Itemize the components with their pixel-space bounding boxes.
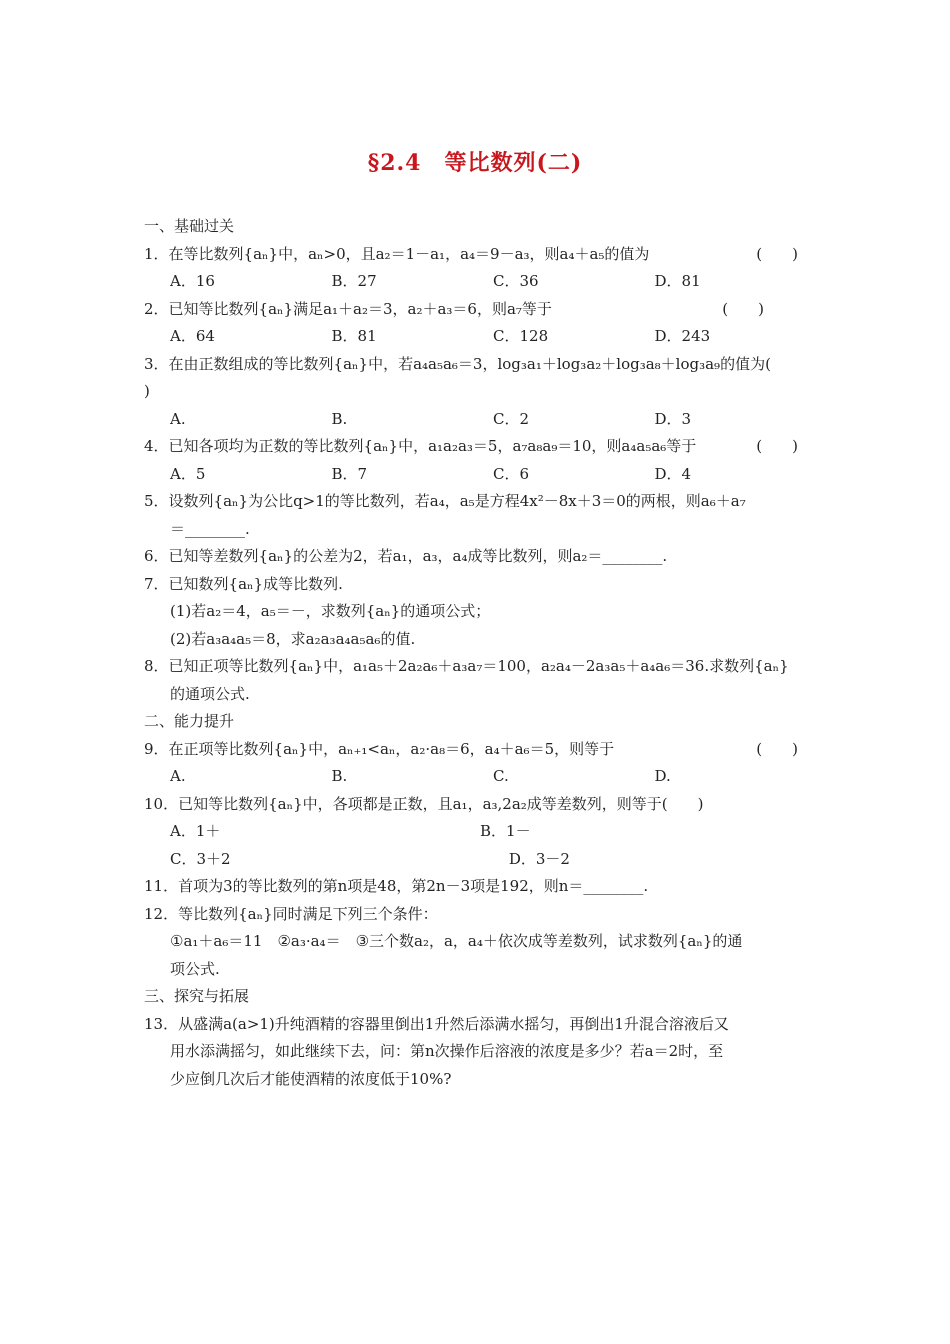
question-13-cont [144, 1038, 816, 1066]
option-a: A．64 [170, 327, 215, 345]
option-d: D．243 [654, 327, 711, 345]
question-6 [144, 543, 816, 571]
answer-paren: ( ) [722, 299, 764, 318]
question-7-sub-2: (2)若a₃a₄a₅＝8，求a₂a₃a₄a₅a₆的值. [170, 629, 416, 648]
option-a: A. [170, 767, 186, 785]
option-d: D．81 [654, 272, 701, 290]
question-13-text-end: 少应倒几次后才能使酒精的浓度低于10%? [170, 1069, 452, 1088]
question-9-text: 9．在正项等比数列{aₙ}中，aₙ₊₁<aₙ，a₂·a₈＝6，a₄＋a₆＝5，则等于 [144, 739, 615, 758]
option-c: C．36 [493, 272, 539, 290]
question-2 [144, 296, 816, 324]
answer-paren: ( ) [756, 437, 798, 455]
question-3-options [144, 406, 816, 434]
question-12-text-end: 项公式. [170, 959, 220, 978]
section-heading-basic: 一、基础过关 [144, 217, 235, 235]
question-5-cont [144, 516, 816, 544]
answer-paren: ( ) [756, 739, 798, 758]
question-13-text-cont: 用水添满摇匀，如此继续下去，问：第n次操作后溶液的浓度是多少？若a＝2时，至 [170, 1042, 724, 1060]
question-1 [144, 241, 816, 269]
question-7-part-2 [144, 626, 816, 654]
question-9-options [144, 763, 816, 791]
question-4-text: 4．已知各项均为正数的等比数列{aₙ}中，a₁a₂a₃＝5，a₇a₈a₉＝10，则a₄a₅a₆等于 [144, 437, 697, 455]
option-b: B．1－ [480, 822, 531, 840]
option-c: C．2 [493, 409, 530, 428]
option-c: C. [493, 767, 509, 785]
question-8-text-cont: 的通项公式. [170, 684, 250, 703]
question-8-cont [144, 681, 816, 709]
question-7-text: 7．已知数列{aₙ}成等比数列. [144, 574, 343, 593]
question-5 [144, 488, 816, 516]
option-c: C．128 [493, 327, 549, 345]
section-heading-explore: 三、探究与拓展 [144, 987, 250, 1005]
question-11 [144, 873, 816, 901]
question-1-options [144, 268, 816, 296]
question-2-text: 2．已知等比数列{aₙ}满足a₁＋a₂＝3，a₂＋a₃＝6，则a₇等于 [144, 299, 552, 318]
question-2-options [144, 323, 816, 351]
option-b: B．7 [331, 464, 368, 483]
question-7 [144, 571, 816, 599]
question-7-sub-1: (1)若a₂＝4，a₅＝－，求数列{aₙ}的通项公式； [170, 602, 491, 620]
question-8-text: 8．已知正项等比数列{aₙ}中，a₁a₅＋2a₂a₆＋a₃a₇＝100，a₂a₄－2a₃a₅＋a₄a₆＝36.求数列{aₙ} [144, 657, 789, 675]
question-8 [144, 653, 816, 681]
question-4-options [144, 461, 816, 489]
question-3 [144, 351, 816, 379]
question-4 [144, 433, 816, 461]
question-12-conditions [144, 928, 816, 956]
question-13 [144, 1011, 816, 1039]
question-6-text: 6．已知等差数列{aₙ}的公差为2，若a₁，a₃，a₄成等比数列，则a₂＝________. [144, 547, 668, 565]
question-11-text: 11．首项为3的等比数列的第n项是48，第2n－3项是192，则n＝________. [144, 877, 649, 895]
question-12-text-cont: ①a₁＋a₆＝11 ②a₃·a₄＝ ③三个数a₂，a，a₄＋依次成等差数列，试求数列{aₙ}的通 [170, 932, 743, 950]
exercise-content [144, 213, 816, 1093]
question-3-text: 3．在由正数组成的等比数列{aₙ}中，若a₄a₅a₆＝3，log₃a₁＋log₃a₂＋log₃a₈＋log₃a₉的值为( [144, 354, 771, 373]
question-13-text: 13．从盛满a(a>1)升纯酒精的容器里倒出1升然后添满水摇匀，再倒出1升混合溶液后又 [144, 1014, 729, 1033]
question-13-end [144, 1066, 816, 1094]
option-a: A．5 [170, 464, 206, 483]
option-b: B. [331, 767, 348, 785]
option-d: D．3 [654, 409, 692, 428]
question-9 [144, 736, 816, 764]
question-3-cont [144, 378, 816, 406]
option-a: A. [170, 409, 186, 428]
question-5-blank: ＝________. [170, 519, 250, 538]
option-c: C．3＋2 [170, 849, 231, 868]
question-3-text-cont: ) [144, 382, 150, 400]
section-heading-advanced: 二、能力提升 [144, 712, 235, 730]
question-10-options-1 [144, 818, 816, 846]
question-12 [144, 901, 816, 929]
page-title: §2.4 等比数列(二) [367, 150, 583, 176]
question-10-options-2 [144, 846, 816, 874]
option-a: A．16 [170, 272, 215, 290]
question-5-text: 5．设数列{aₙ}为公比q>1的等比数列，若a₄，a₅是方程4x²－8x＋3＝0的两根，则a₆＋a₇ [144, 492, 746, 510]
option-b: B．81 [331, 327, 377, 345]
question-12-text: 12．等比数列{aₙ}同时满足下列三个条件： [144, 904, 438, 923]
option-d: D．4 [654, 464, 692, 483]
question-10-text: 10．已知等比数列{aₙ}中，各项都是正数，且a₁，a₃,2a₂成等差数列，则等于( ) [144, 794, 704, 813]
question-10 [144, 791, 816, 819]
option-b: B. [331, 409, 348, 428]
option-d: D. [654, 767, 671, 785]
option-d: D．3－2 [508, 849, 570, 868]
option-c: C．6 [493, 464, 530, 483]
option-b: B．27 [331, 272, 377, 290]
question-12-cont [144, 956, 816, 984]
answer-paren: ( ) [756, 244, 798, 263]
question-1-text: 1．在等比数列{aₙ}中，aₙ>0，且a₂＝1－a₁，a₄＝9－a₃，则a₄＋a₅的值为 [144, 244, 650, 263]
option-a: A．1＋ [170, 822, 221, 840]
question-7-part-1 [144, 598, 816, 626]
